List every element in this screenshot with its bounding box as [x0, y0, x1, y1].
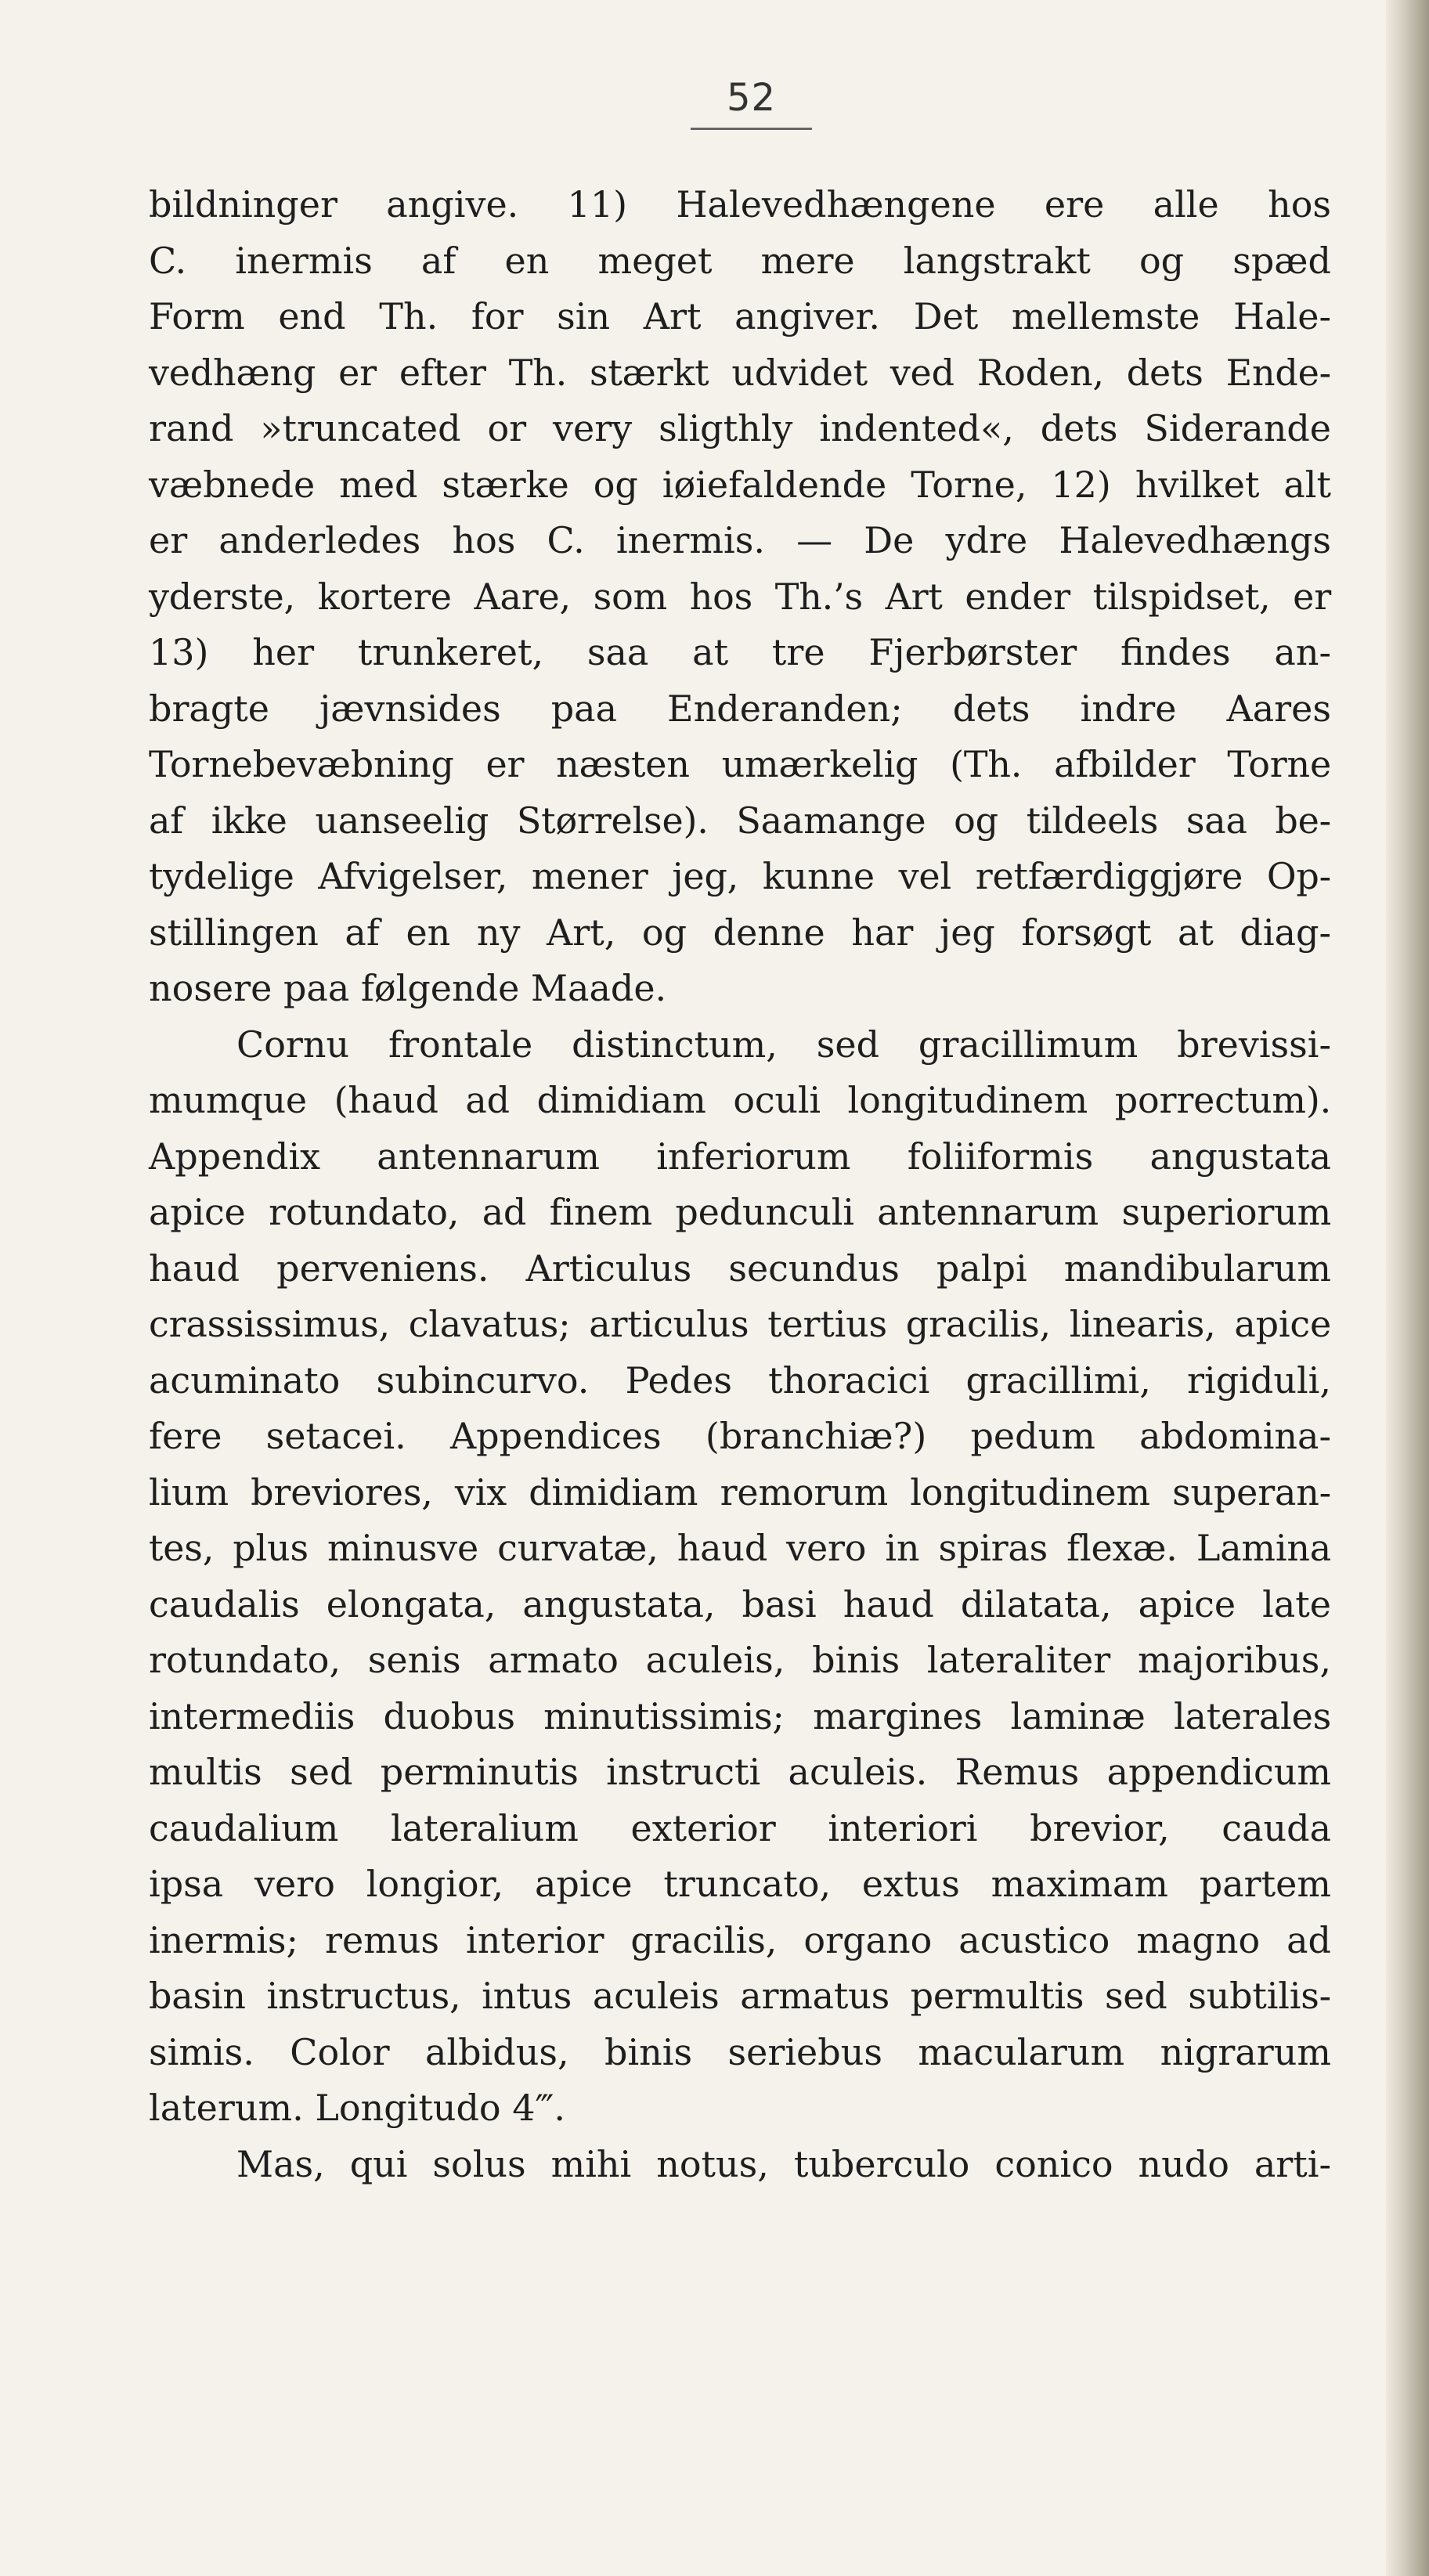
text-line: fere setacei. Appendices (branchiæ?) pedum abdomina-	[149, 1415, 1331, 1457]
text-line: tydelige Afvigelser, mener jeg, kunne vel retfærdiggjøre Op-	[149, 855, 1331, 897]
text-line: stillingen af en ny Art, og denne har jeg forsøgt at diag-	[149, 911, 1331, 954]
text-line: crassissimus, clavatus; articulus tertius gracilis, linearis, apice	[149, 1303, 1331, 1345]
text-line: væbnede med stærke og iøiefaldende Torne, 12) hvilket alt	[149, 463, 1331, 506]
text-line: bildninger angive. 11) Halevedhængene ere alle hos	[149, 183, 1331, 225]
text-line: Mas, qui solus mihi notus, tuberculo conico nudo arti-	[236, 2142, 1331, 2185]
text-line: er anderledes hos C. inermis. — De ydre Halevedhængs	[149, 519, 1331, 561]
text-line: acuminato subincurvo. Pedes thoracici gracillimi, rigiduli,	[149, 1358, 1331, 1402]
text-line: 13) her trunkeret, saa at tre Fjerbørster findes an-	[149, 631, 1331, 673]
text-line: simis. Color albidus, binis seriebus macularum nigrarum	[149, 2030, 1331, 2073]
text-line: caudalis elongata, angustata, basi haud dilatata, apice late	[149, 1582, 1331, 1625]
text-line: nosere paa følgende Maade.	[149, 967, 667, 1009]
text-line: intermediis duobus minutissimis; margines laminæ laterales	[149, 1694, 1331, 1737]
text-line: C. inermis af en meget mere langstrakt og spæd	[149, 239, 1331, 282]
text-line: lium breviores, vix dimidiam remorum longitudinem superan-	[149, 1470, 1331, 1513]
text-line: Appendix antennarum inferiorum foliiformis angustata	[149, 1135, 1331, 1178]
text-line: tes, plus minusve curvatæ, haud vero in spiras flexæ. Lamina	[149, 1527, 1331, 1569]
text-line: bragte jævnsides paa Enderanden; dets indre Aares	[149, 687, 1331, 730]
text-line: apice rotundato, ad finem pedunculi antennarum superiorum	[149, 1191, 1331, 1233]
text-line: laterum. Longitudo 4‴.	[149, 2087, 566, 2129]
text-line: rand »truncated or very sligthly indented«, dets Siderande	[149, 407, 1331, 449]
page-number-rule	[691, 128, 812, 130]
page-number: 52	[726, 76, 777, 120]
text-line: af ikke uanseelig Størrelse). Saamange og tildeels saa be-	[149, 799, 1331, 842]
page-edge	[1386, 0, 1429, 2576]
text-line: Tornebevæbning er næsten umærkelig (Th. afbilder Torne	[149, 743, 1331, 785]
text-line: yderste, kortere Aare, som hos Th.’s Art ender tilspidset, er	[149, 575, 1331, 618]
text-line: Cornu frontale distinctum, sed gracillimum brevissi-	[236, 1023, 1331, 1066]
text-line: mumque (haud ad dimidiam oculi longitudinem porrectum).	[149, 1079, 1331, 1121]
text-line: basin instructus, intus aculeis armatus permultis sed subtilis-	[149, 1975, 1331, 2017]
text-line: haud perveniens. Articulus secundus palpi mandibularum	[149, 1247, 1331, 1290]
text-line: rotundato, senis armato aculeis, binis lateraliter majoribus,	[149, 1639, 1331, 1681]
text-line: multis sed perminutis instructi aculeis. Remus appendicum	[149, 1751, 1331, 1793]
text-line: ipsa vero longior, apice truncato, extus maximam partem	[149, 1863, 1331, 1905]
body-text	[149, 177, 1331, 2192]
text-line: vedhæng er efter Th. stærkt udvidet ved Roden, dets Ende-	[149, 351, 1331, 394]
text-line: inermis; remus interior gracilis, organo acustico magno ad	[149, 1918, 1331, 1961]
text-line: Form end Th. for sin Art angiver. Det mellemste Hale-	[149, 295, 1331, 337]
text-line: caudalium lateralium exterior interiori brevior, cauda	[149, 1806, 1331, 1849]
